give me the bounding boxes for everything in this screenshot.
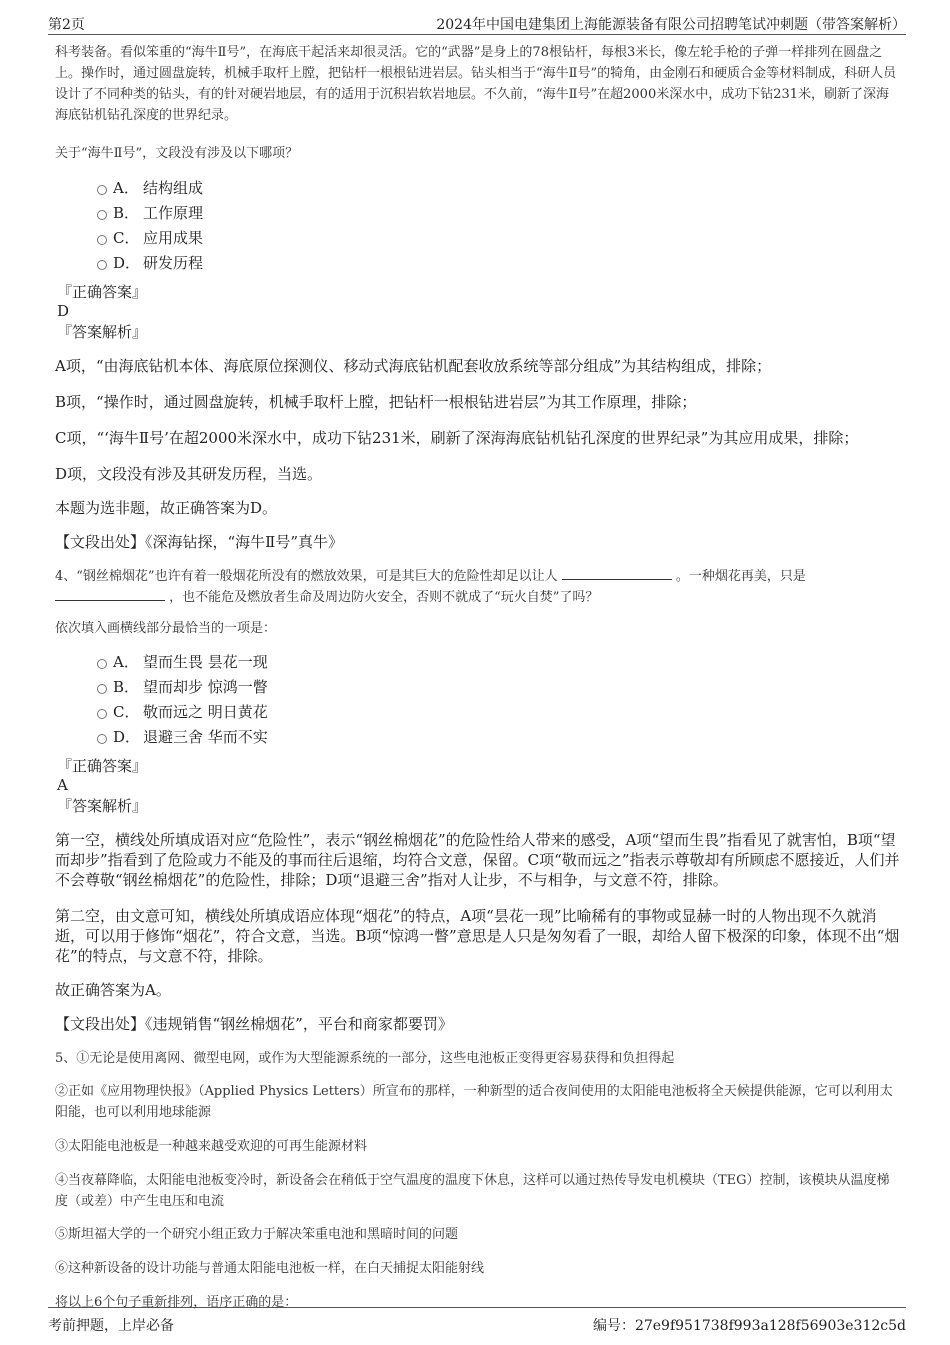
q4-option-a[interactable] <box>55 650 901 675</box>
radio-icon[interactable] <box>97 260 107 270</box>
q4-stem-part3: ，也不能危及燃放者生命及周边防火安全，否则不就成了“玩火自焚”了吗？ <box>169 590 599 605</box>
q3-passage: 科考装备。看似笨重的“海牛Ⅱ号”，在海底干起活来却很灵活。它的“武器”是身上的78根钻杆，每根3米长，像左轮手枪的子弹一样排列在圆盘之上。操作时，通过圆盘旋转，机械手取杆上膛，把钻杆一根根钻进岩层。钻头相当于“海牛Ⅱ号”的犄角，由金刚石和硬质合金等材料制成，科研人员设计了不同种类的钻头，有的针对硬岩地层，有的适用于沉积岩软岩地层。不久前，“海牛Ⅱ号”在超2000米深水中，成功下钻231米，刷新了深海海底钻机钻孔深度的世界纪录。 <box>55 45 897 123</box>
radio-icon[interactable] <box>97 709 107 719</box>
q4-option-c[interactable] <box>55 700 901 725</box>
option-text: 结构组成 <box>143 179 204 197</box>
q4-source: 【文段出处】《违规销售“钢丝棉烟花”，平台和商家都要罚》 <box>55 1015 453 1033</box>
q3-analysis-a: A项，“由海底钻机本体、海底原位探测仪、移动式海底钻机配套收放系统等部分组成”为其结构组成，排除； <box>55 357 772 375</box>
radio-icon[interactable] <box>97 684 107 694</box>
page-header <box>48 12 906 35</box>
q3-options <box>55 176 901 276</box>
q3-option-b[interactable] <box>55 201 901 226</box>
q3-answer-label: 『正确答案』 <box>57 283 148 301</box>
q4-stem <box>55 566 901 608</box>
radio-icon[interactable] <box>97 734 107 744</box>
q5-question: 将以上6个句子重新排列，语序正确的是： <box>55 1295 298 1310</box>
q3-analysis-label: 『答案解析』 <box>57 323 148 341</box>
option-letter: A． <box>113 653 139 671</box>
option-letter: D． <box>113 728 141 746</box>
q3-option-d[interactable] <box>55 251 901 276</box>
q3-conclusion: 本题为选非题，故正确答案为D。 <box>55 499 278 517</box>
option-letter: C． <box>113 229 140 247</box>
option-letter: A． <box>113 179 139 197</box>
document-id: 编号：27e9f951738f993a128f56903e312c5d <box>592 1318 906 1334</box>
fill-blank <box>562 566 672 580</box>
document-body <box>55 42 901 1313</box>
q4-conclusion: 故正确答案为A。 <box>55 981 171 999</box>
footer-slogan: 考前押题，上岸必备 <box>48 1318 174 1334</box>
option-text: 工作原理 <box>143 204 204 222</box>
q3-option-a[interactable] <box>55 176 901 201</box>
page-number: 第2页 <box>48 17 85 33</box>
q4-answer: A <box>57 776 68 794</box>
option-text: 退避三舍 华而不实 <box>143 728 268 746</box>
option-letter: C． <box>113 703 140 721</box>
option-text: 应用成果 <box>143 229 204 247</box>
q3-source: 【文段出处】《深海钻探，“海牛Ⅱ号”真牛》 <box>55 533 344 551</box>
q4-options <box>55 650 901 750</box>
q3-analysis-c: C项，“‘海牛Ⅱ号’在超2000米深水中，成功下钻231米，刷新了深海海底钻机钻孔深度的世界纪录”为其应用成果，排除； <box>55 429 859 447</box>
q5-sentence-6: ⑥这种新设备的设计功能与普通太阳能电池板一样，在白天捕捉太阳能射线 <box>55 1261 485 1276</box>
q4-option-b[interactable] <box>55 675 901 700</box>
q4-stem-part2: 。一种烟花再美，只是 <box>675 569 806 584</box>
q5-sentence-1: 5、①无论是使用离网、微型电网，或作为大型能源系统的一部分，这些电池板正变得更容易获得和负担得起 <box>55 1051 675 1066</box>
q3-question: 关于“海牛Ⅱ号”，文段没有涉及以下哪项？ <box>55 146 299 161</box>
q3-option-c[interactable] <box>55 226 901 251</box>
option-text: 望而生畏 昙花一现 <box>143 653 268 671</box>
q4-stem-part1: 4、“钢丝棉烟花”也许有着一般烟花所没有的燃放效果，可是其巨大的危险性却足以让人 <box>55 569 558 584</box>
q4-analysis-label: 『答案解析』 <box>57 797 148 815</box>
option-text: 研发历程 <box>143 254 204 272</box>
option-text: 望而却步 惊鸿一瞥 <box>143 678 268 696</box>
q5-sentence-5: ⑤斯坦福大学的一个研究小组正致力于解决笨重电池和黑暗时间的问题 <box>55 1227 459 1242</box>
q5-sentence-4: ④当夜幕降临，太阳能电池板变冷时，新设备会在稍低于空气温度的温度下休息，这样可以通过热传导发电机模块（TEG）控制，该模块从温度梯度（或差）中产生电压和电流 <box>55 1173 890 1209</box>
q4-answer-label: 『正确答案』 <box>57 757 148 775</box>
radio-icon[interactable] <box>97 659 107 669</box>
q5-sentence-2: ②正如《应用物理快报》（Applied Physics Letters）所宣布的那样，一种新型的适合夜间使用的太阳能电池板将全天候提供能源，它可以利用太阳能，也可以利用地球能源 <box>55 1084 893 1120</box>
radio-icon[interactable] <box>97 185 107 195</box>
document-title: 2024年中国电建集团上海能源装备有限公司招聘笔试冲刺题（带答案解析） <box>436 17 906 33</box>
option-letter: B． <box>113 678 140 696</box>
q3-analysis-d: D项，文段没有涉及其研发历程，当选。 <box>55 465 323 483</box>
radio-icon[interactable] <box>97 210 107 220</box>
option-text: 敬而远之 明日黄花 <box>143 703 268 721</box>
q4-analysis-blank1: 第一空，横线处所填成语对应“危险性”，表示“钢丝棉烟花”的危险性给人带来的感受，A项“望而生畏”指看见了就害怕，B项“望而却步”指看到了危险或力不能及的事而往后退缩，均符合文意，保留。C项“敬而远之”指表示尊敬却有所顾虑不愿接近，人们并不会尊敬“钢丝棉烟花”的危险性，排除；D项“退避三舍”指对人让步，不与相争，与文意不符，排除。 <box>55 831 900 889</box>
q3-answer: D <box>57 302 70 320</box>
radio-icon[interactable] <box>97 235 107 245</box>
q4-option-d[interactable] <box>55 725 901 750</box>
q4-analysis-blank2: 第二空，由文意可知，横线处所填成语应体现“烟花”的特点，A项“昙花一现”比喻稀有的事物或显赫一时的人物出现不久就消逝，可以用于修饰“烟花”，符合文意，当选。B项“惊鸿一瞥”意思是人只是匆匆看了一眼，却给人留下极深的印象，体现不出“烟花”的特点，与文意不符，排除。 <box>55 907 900 965</box>
option-letter: D． <box>113 254 141 272</box>
q5-sentence-3: ③太阳能电池板是一种越来越受欢迎的可再生能源材料 <box>55 1139 368 1154</box>
q4-question: 依次填入画横线部分最恰当的一项是： <box>55 621 277 636</box>
q3-analysis-b: B项，“操作时，通过圆盘旋转，机械手取杆上膛，把钻杆一根根钻进岩层”为其工作原理，排除； <box>55 393 697 411</box>
page-footer <box>48 1307 906 1332</box>
fill-blank <box>55 587 165 601</box>
option-letter: B． <box>113 204 140 222</box>
